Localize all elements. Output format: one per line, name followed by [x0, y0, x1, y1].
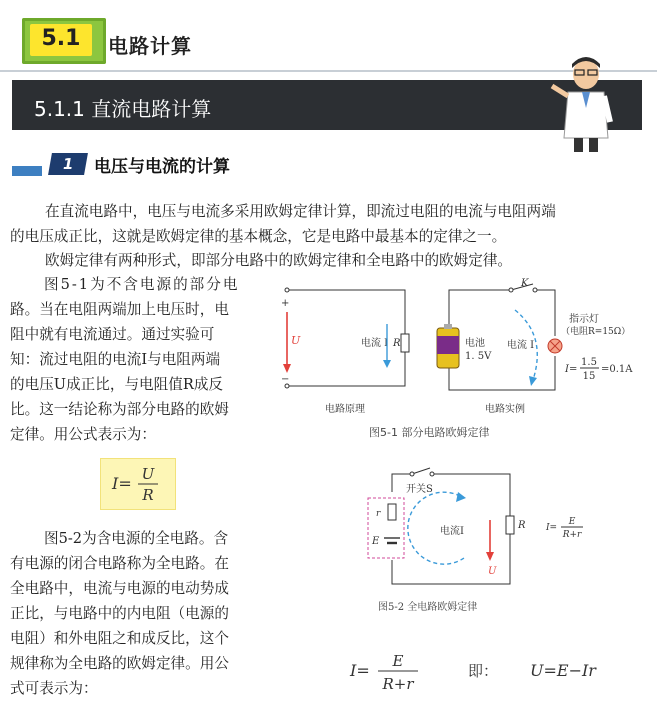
- paragraph-4-line: 全电路中，电流与电源的电动势成: [10, 580, 229, 597]
- paragraph-4-line: 电阻）和外电阻之和成反比，这个: [10, 630, 229, 647]
- plus-sign: +: [281, 298, 290, 309]
- section-title: 电路计算: [108, 34, 192, 58]
- r-label-2: R: [518, 520, 526, 531]
- calc-result: =0.1A: [601, 364, 633, 375]
- paragraph-4: [10, 526, 272, 701]
- current-i-label: 电流I: [440, 526, 464, 537]
- calc-lhs: I=: [565, 364, 578, 375]
- paragraph-1-line-2: 的电压成正比，这就是欧姆定律的基本概念，它是电路中最基本的定律之一。: [10, 228, 507, 245]
- subsection-title: 电压与电流的计算: [94, 157, 230, 177]
- calc-den: 15: [582, 371, 596, 382]
- formula-1-lhs: I=: [112, 474, 132, 493]
- paragraph-3-line: 的电压U成正比，与电阻值R成反: [10, 376, 224, 393]
- figure-5-2-caption: 图5-2 全电路欧姆定律: [378, 602, 478, 613]
- formula-2-denominator: R+r: [382, 675, 414, 693]
- side-formula-den: R+r: [562, 530, 582, 540]
- emf-e-label: E: [372, 536, 380, 547]
- r-label: R: [393, 338, 401, 349]
- internal-r-label: r: [376, 509, 381, 519]
- paragraph-3-line: 定律。用公式表示为：: [10, 426, 156, 443]
- lamp-label: 指示灯: [569, 314, 599, 325]
- side-formula-num: E: [568, 517, 576, 527]
- side-formula-lhs: I=: [546, 523, 558, 533]
- switch-s-label: 开关S: [406, 484, 433, 495]
- paragraph-3-line: 阻中就有电流通过。通过实验可: [10, 326, 215, 343]
- paragraph-1-line-1: 在直流电路中，电压与电流多采用欧姆定律计算，即流过电阻的电流与电阻两端: [45, 203, 556, 220]
- subsection-number: 1: [48, 153, 88, 175]
- figure-5-1-principle-circuit: [281, 288, 409, 415]
- paragraph-4-line: 正比，与电路中的内电阻（电源的: [10, 605, 229, 622]
- battery-voltage: 1. 5V: [465, 351, 492, 362]
- band-title: 5.1.1 直流电路计算: [34, 97, 212, 121]
- u-label: U: [291, 334, 301, 347]
- paragraph-4-line: 图5-2为含电源的全电路。含: [44, 530, 229, 547]
- figure-5-1-caption: 图5-1 部分电路欧姆定律: [369, 426, 490, 439]
- paragraph-3-line: 知：流过电阻的电流I与电阻两端: [10, 351, 221, 368]
- paragraph-4-line: 有电源的闭合电路称为全电路。在: [10, 555, 229, 572]
- paragraph-2: 欧姆定律有两种形式，即部分电路中的欧姆定律和全电路中的欧姆定律。: [45, 252, 513, 269]
- formula-2-alt: U=E−Ir: [530, 661, 596, 680]
- section-number: 5.1: [41, 26, 81, 51]
- formula-1: [100, 458, 174, 508]
- example-label: 电路实例: [485, 404, 525, 415]
- current-label: 电流 I: [361, 338, 389, 349]
- subsection-accent-bar: [12, 166, 42, 176]
- formula-2: [340, 644, 610, 700]
- lamp-resistance: （电阻R=15Ω）: [561, 327, 631, 337]
- paragraph-3: [10, 272, 272, 447]
- calc-num: 1.5: [581, 357, 597, 368]
- formula-2-lhs: I=: [350, 661, 370, 680]
- battery-label: 电池: [465, 338, 485, 349]
- formula-1-numerator: U: [141, 465, 155, 483]
- paragraph-4-line: 规律称为全电路的欧姆定律。用公: [10, 655, 229, 672]
- switch-k-label: K: [521, 278, 529, 289]
- formula-2-connector: 即：: [468, 662, 499, 680]
- figure-5-1-example-circuit: [437, 278, 633, 415]
- u-label-2: U: [488, 566, 497, 577]
- paragraph-3-line: 图5-1为不含电源的部分电: [44, 276, 240, 293]
- teacher-illustration: [548, 52, 624, 154]
- figure-5-1: [275, 276, 655, 446]
- figure-5-2: [360, 462, 600, 622]
- current-label-2: 电流 I: [507, 340, 535, 351]
- principle-label: 电路原理: [325, 404, 365, 415]
- minus-sign: −: [281, 374, 290, 385]
- paragraph-3-line: 比。这一结论称为部分电路的欧姆: [10, 401, 229, 418]
- paragraph-3-line: 路。当在电阻两端加上电压时，电: [10, 301, 229, 318]
- formula-2-numerator: E: [392, 652, 404, 670]
- formula-1-denominator: R: [142, 486, 154, 504]
- paragraph-4-line: 式可表示为：: [10, 680, 98, 697]
